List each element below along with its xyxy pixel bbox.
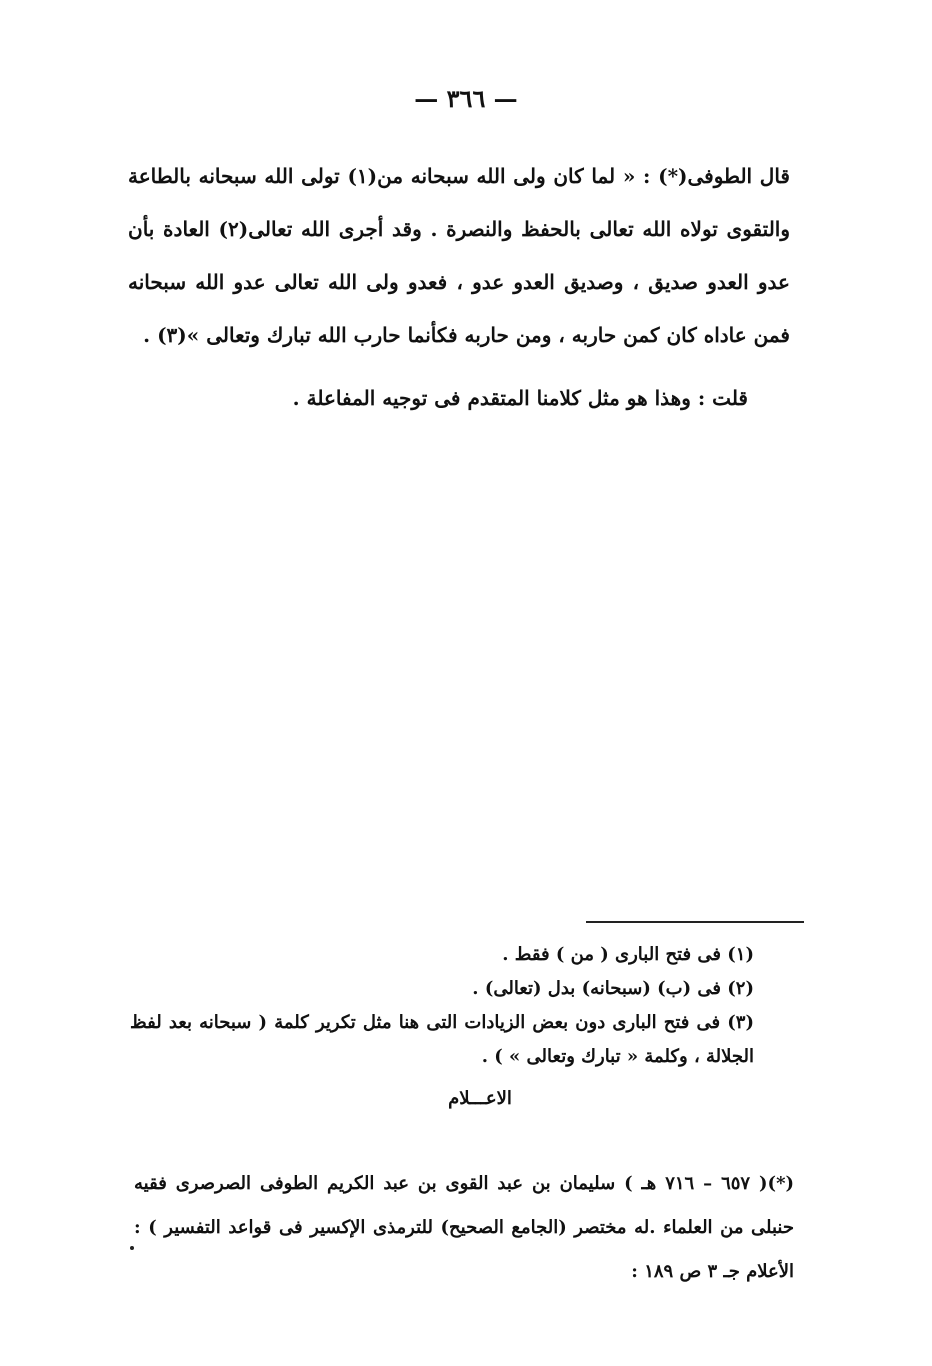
footnote-2: (٢) فى (ب) (سبحانه) بدل (تعالى) . (472, 978, 754, 999)
main-text-block (128, 150, 790, 425)
footnote-4: الاعـــلام (448, 1088, 512, 1109)
page-number: — ٣٦٦ — (414, 84, 518, 113)
quote-paragraph: قال الطوفى(*) : « لما كان ولى الله سبحانه من(١) تولى الله سبحانه بالطاعة والتقوى تولاه الله تعالى بالحفظ والنصرة . وقد أجرى الله تعالى(٢) العادة بأن عدو العدو صديق ، وصديق العدو عدو ، فعدو ولى الله تعالى عدو الله سبحانه فمن عاداه كان كمن حاربه ، ومن حاربه فكأنما حارب الله تبارك وتعالى »(٣) . (128, 164, 791, 347)
footnotes-block (130, 938, 790, 1116)
footnote-1: (١) فى فتح البارى ( من ) فقط . (502, 944, 754, 965)
stray-mark (130, 1246, 134, 1250)
comment-paragraph: قلت : وهذا هو مثل كلامنا المتقدم فى توجيه المفاعلة . (292, 386, 748, 410)
footnote-separator (586, 921, 804, 923)
footnote-3: (٣) فى فتح البارى دون بعض الزيادات التى هنا مثل تكرير كلمة ( سبحانه بعد لفظ الجلالة ، وكلمة « تبارك وتعالى » ) . (130, 1012, 754, 1067)
biography-text: (*)( ٦٥٧ – ٧١٦ هـ ) سليمان بن عبد القوى بن عبد الكريم الطوفى الصرصرى فقيه حنبلى من العلماء .له مختصر (الجامع الصحيح) للترمذى الإكسير فى قواعد التفسير ) : الأعلام جـ ٣ ص ١٨٩ : (134, 1173, 794, 1282)
biography-note (134, 1162, 794, 1294)
